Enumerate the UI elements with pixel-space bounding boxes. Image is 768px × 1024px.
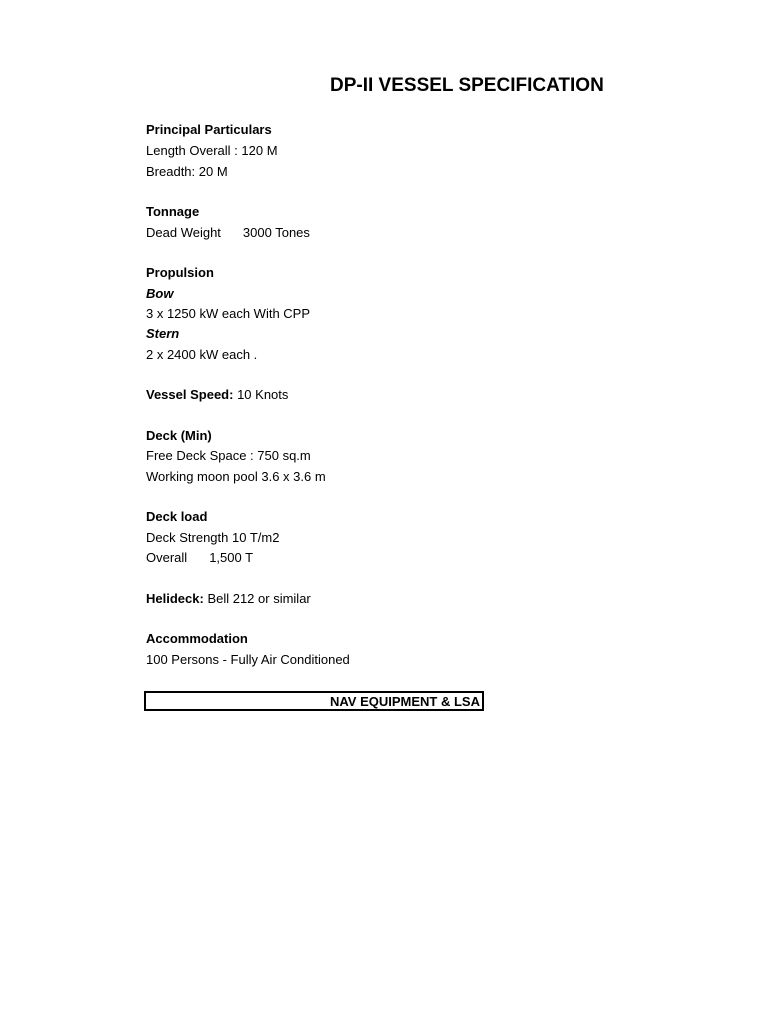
stern-value: 2 x 2400 kW each .	[146, 347, 258, 362]
deck-load-heading: Deck load	[146, 509, 208, 524]
stern-label: Stern	[146, 326, 180, 341]
overall-value: 1,500 T	[209, 550, 254, 565]
bow-label: Bow	[146, 286, 174, 301]
principal-particulars-heading: Principal Particulars	[146, 122, 272, 137]
overall-label: Overall	[146, 550, 188, 565]
vessel-speed-label: Vessel Speed:	[146, 387, 234, 402]
length-overall: Length Overall : 120 M	[146, 143, 278, 158]
helideck-row	[146, 590, 311, 608]
tonnage-heading: Tonnage	[146, 204, 200, 219]
helideck-label: Helideck:	[146, 591, 204, 606]
overall-row	[146, 549, 253, 567]
breadth: Breadth: 20 M	[146, 164, 228, 179]
dead-weight-label: Dead Weight	[146, 225, 221, 240]
helideck-value: Bell 212 or similar	[207, 591, 311, 606]
accommodation-heading: Accommodation	[146, 631, 248, 646]
propulsion-heading: Propulsion	[146, 265, 214, 280]
deck-strength: Deck Strength 10 T/m2	[146, 530, 280, 545]
deck-heading: Deck (Min)	[146, 428, 212, 443]
vessel-speed-row	[146, 386, 288, 404]
moon-pool: Working moon pool 3.6 x 3.6 m	[146, 469, 326, 484]
accommodation-value: 100 Persons - Fully Air Conditioned	[146, 652, 350, 667]
nav-equipment-label: NAV EQUIPMENT & LSA	[330, 694, 480, 709]
bow-value: 3 x 1250 kW each With CPP	[146, 306, 311, 321]
dead-weight-row	[146, 224, 310, 242]
vessel-speed-value: 10 Knots	[237, 387, 289, 402]
page-title: DP-II VESSEL SPECIFICATION	[330, 75, 604, 96]
dead-weight-value: 3000 Tones	[242, 225, 310, 240]
free-deck-space: Free Deck Space : 750 sq.m	[146, 448, 311, 463]
